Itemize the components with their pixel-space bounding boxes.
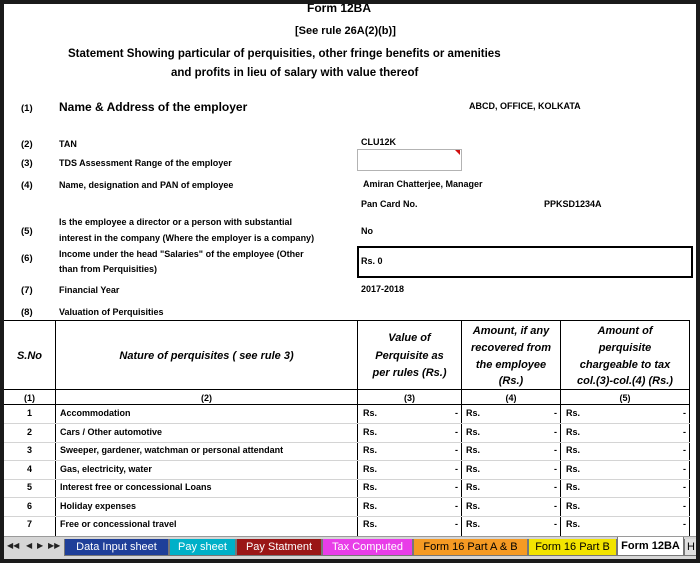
tab-label: H — [687, 541, 695, 553]
tab-data-input-sheet[interactable] — [64, 539, 169, 556]
field-6-number: (6) — [21, 253, 33, 264]
col4-value[interactable]: - — [554, 519, 557, 529]
tab-label: Form 12BA — [621, 540, 680, 552]
col5-value[interactable]: - — [683, 482, 686, 492]
tab-label: Pay sheet — [178, 541, 227, 553]
salary-value[interactable]: Rs. 0 — [361, 256, 383, 266]
col4-currency[interactable]: Rs. — [466, 427, 481, 437]
employee-label: Name, designation and PAN of employee — [59, 180, 234, 190]
tab-label: Pay Statment — [245, 541, 313, 553]
row-gridline — [4, 479, 690, 480]
row-gridline — [4, 460, 690, 461]
tab-label: Tax Computed — [332, 541, 403, 553]
col5-currency[interactable]: Rs. — [566, 464, 581, 474]
col4-value[interactable]: - — [554, 408, 557, 418]
header-col5-line1: Amount of — [597, 325, 653, 337]
header-col5-line2: perquisite — [598, 342, 652, 354]
col3-value[interactable]: - — [455, 408, 458, 418]
col4-currency[interactable]: Rs. — [466, 408, 481, 418]
employee-value[interactable]: Amiran Chatterjee, Manager — [363, 179, 483, 189]
col5-currency[interactable]: Rs. — [566, 445, 581, 455]
tab-form16-part-a-b[interactable] — [413, 539, 528, 556]
director-label-line2: interest in the company (Where the employer is a company) — [59, 233, 315, 243]
col3-currency[interactable]: Rs. — [363, 464, 378, 474]
col4-value[interactable]: - — [554, 464, 557, 474]
colnum-3: (3) — [404, 393, 415, 403]
header-col3-line1: Value of — [388, 332, 431, 344]
row-nature: Free or concessional travel — [60, 519, 177, 529]
col4-value[interactable]: - — [554, 427, 557, 437]
col5-value[interactable]: - — [683, 519, 686, 529]
col5-currency[interactable]: Rs. — [566, 408, 581, 418]
comment-marker-icon — [455, 150, 460, 155]
tan-value[interactable]: CLU12K — [361, 137, 397, 147]
field-1-number: (1) — [21, 103, 33, 114]
row-sno: 5 — [26, 482, 32, 492]
col3-currency[interactable]: Rs. — [363, 501, 378, 511]
tab-label: Form 16 Part B — [535, 541, 610, 553]
table-top-border — [4, 320, 690, 321]
header-col4-line3: the employee — [475, 359, 547, 371]
tab-label: Form 16 Part A & B — [423, 541, 518, 553]
header-col3-line2: Perquisite as — [375, 350, 444, 362]
row-nature: Cars / Other automotive — [60, 427, 163, 437]
statement-line-1: Statement Showing particular of perquisities, other fringe benefits or amenities — [68, 48, 501, 60]
col4-value[interactable]: - — [554, 445, 557, 455]
valuation-label: Valuation of Perquisities — [59, 307, 164, 317]
field-8-number: (8) — [21, 307, 33, 318]
tab-label: Data Input sheet — [76, 541, 157, 553]
rule-reference: [See rule 26A(2)(b)] — [295, 25, 396, 37]
col5-value[interactable]: - — [683, 501, 686, 511]
col5-currency[interactable]: Rs. — [566, 501, 581, 511]
header-sno: S.No — [16, 350, 43, 362]
row-sno: 4 — [26, 464, 32, 474]
colnum-4: (4) — [505, 393, 517, 403]
sheet-tab-bar — [4, 536, 696, 560]
col5-value[interactable]: - — [683, 427, 686, 437]
director-label-line1: Is the employee a director or a person with substantial — [59, 217, 293, 227]
colnum-bottom-border — [4, 404, 690, 405]
col-divider-5 — [689, 320, 690, 536]
colnum-1: (1) — [24, 393, 35, 403]
row-nature: Accommodation — [60, 408, 131, 418]
col3-currency[interactable]: Rs. — [363, 519, 378, 529]
financial-year-label: Financial Year — [59, 285, 120, 295]
employer-label: Name & Address of the employer — [59, 100, 248, 114]
employer-value[interactable]: ABCD, OFFICE, KOLKATA — [469, 101, 581, 111]
tab-pay-statment[interactable] — [236, 539, 322, 556]
col3-value[interactable]: - — [455, 464, 458, 474]
field-5-number: (5) — [21, 226, 33, 237]
col4-currency[interactable]: Rs. — [466, 482, 481, 492]
field-4-number: (4) — [21, 180, 33, 191]
col5-currency[interactable]: Rs. — [566, 482, 581, 492]
col4-value[interactable]: - — [554, 501, 557, 511]
header-col3-line3: per rules (Rs.) — [372, 367, 447, 379]
tds-range-label: TDS Assessment Range of the employer — [59, 158, 232, 168]
tds-range-input[interactable] — [357, 149, 462, 171]
prev-sheet-icon[interactable]: ◀ — [26, 541, 33, 550]
col5-value[interactable]: - — [683, 445, 686, 455]
row-gridline — [4, 423, 690, 424]
col4-currency[interactable]: Rs. — [466, 501, 481, 511]
financial-year-value[interactable]: 2017-2018 — [361, 284, 405, 294]
next-sheet-icon[interactable]: ▶ — [37, 541, 44, 550]
row-sno: 3 — [26, 445, 32, 455]
tab-tax-computed[interactable] — [322, 539, 413, 556]
col3-value[interactable]: - — [455, 501, 458, 511]
col5-currency[interactable]: Rs. — [566, 519, 581, 529]
header-col5-line4: col.(3)-col.(4) (Rs.) — [577, 375, 673, 387]
first-sheet-icon[interactable]: ◀◀ — [7, 541, 20, 550]
row-sno: 2 — [26, 427, 32, 437]
form-title: Form 12BA — [307, 1, 372, 15]
header-col4-line4: (Rs.) — [498, 375, 524, 387]
colnum-2: (2) — [201, 393, 212, 403]
header-col4-line1: Amount, if any — [472, 325, 550, 337]
colnum-5: (5) — [619, 393, 631, 403]
col3-currency[interactable]: Rs. — [363, 408, 378, 418]
row-gridline — [4, 442, 690, 443]
col4-value[interactable]: - — [554, 482, 557, 492]
pan-label: Pan Card No. — [361, 199, 418, 209]
salary-label-line1: Income under the head "Salaries" of the employee (Other — [59, 249, 304, 259]
col3-value[interactable]: - — [455, 427, 458, 437]
header-nature: Nature of perquisites ( see rule 3) — [119, 350, 294, 362]
statement-line-2: and profits in lieu of salary with value thereof — [171, 67, 419, 79]
field-2-number: (2) — [21, 139, 33, 150]
last-sheet-icon[interactable]: ▶▶ — [48, 541, 61, 550]
row-nature: Interest free or concessional Loans — [60, 482, 212, 492]
header-col5-line3: chargeable to tax — [579, 359, 671, 371]
col3-value[interactable]: - — [455, 519, 458, 529]
col3-currency[interactable]: Rs. — [363, 445, 378, 455]
tab-form16-part-b[interactable] — [528, 539, 617, 556]
salary-label-line2: than from Perquisities) — [59, 264, 158, 274]
director-value[interactable]: No — [361, 226, 373, 236]
col3-value[interactable]: - — [455, 482, 458, 492]
field-3-number: (3) — [21, 158, 33, 169]
col5-currency[interactable]: Rs. — [566, 427, 581, 437]
header-col4-line2: recovered from — [470, 342, 552, 354]
tab-pay-sheet[interactable] — [169, 539, 236, 556]
col3-currency[interactable]: Rs. — [363, 482, 378, 492]
tab-form-12ba[interactable] — [617, 537, 684, 556]
col4-currency[interactable]: Rs. — [466, 464, 481, 474]
tan-label: TAN — [59, 139, 77, 149]
col5-value[interactable]: - — [683, 464, 686, 474]
row-gridline — [4, 516, 690, 517]
row-sno: 6 — [26, 501, 32, 511]
field-7-number: (7) — [21, 285, 33, 296]
salary-input[interactable] — [357, 246, 693, 278]
row-gridline — [4, 497, 690, 498]
header-bottom-border — [4, 389, 690, 390]
col3-currency[interactable]: Rs. — [363, 427, 378, 437]
row-sno: 1 — [26, 408, 32, 418]
pan-value[interactable]: PPKSD1234A — [544, 199, 602, 209]
row-nature: Gas, electricity, water — [60, 464, 152, 474]
row-nature: Sweeper, gardener, watchman or personal attendant — [60, 445, 284, 455]
row-sno: 7 — [26, 519, 32, 529]
row-nature: Holiday expenses — [60, 501, 137, 511]
col5-value[interactable]: - — [683, 408, 686, 418]
col4-currency[interactable]: Rs. — [466, 519, 481, 529]
col3-value[interactable]: - — [455, 445, 458, 455]
tab-h[interactable] — [684, 539, 698, 556]
col4-currency[interactable]: Rs. — [466, 445, 481, 455]
